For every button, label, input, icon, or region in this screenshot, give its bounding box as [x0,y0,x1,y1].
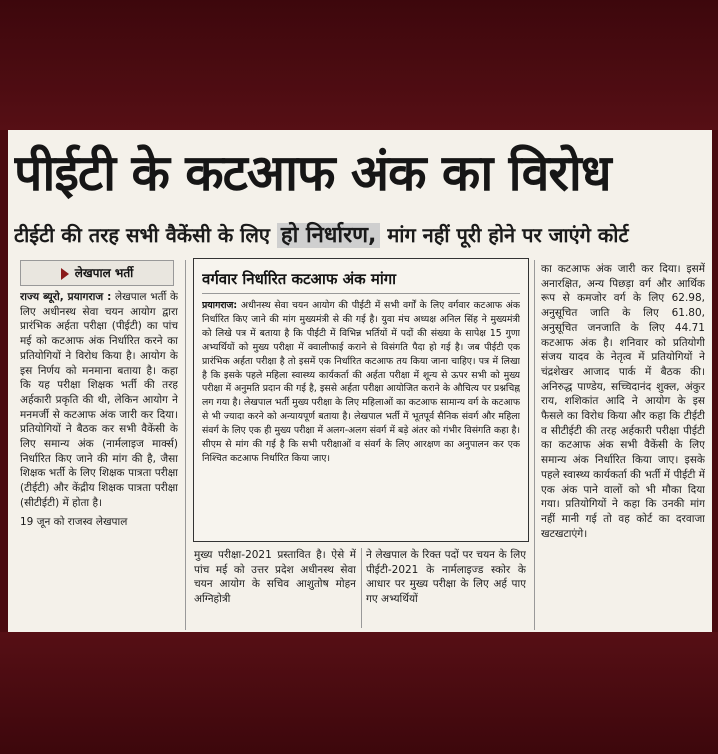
subheadline-text-1: टीईटी की तरह सभी वैकेंसी के लिए [14,223,277,247]
newspaper-clipping [8,130,712,632]
subheadline [14,218,706,252]
box-title: वर्गवार निर्धारित कटआफ अंक मांगा [202,265,520,294]
sidebar-box [193,258,529,542]
left-column-tail: 19 जून को राजस्व लेखपाल [20,515,128,528]
middle-column-right: ने लेखपाल के रिक्त पदों पर चयन के लिए पीईटी-2021 के नार्मलाइज्ड स्कोर के आधार पर मुख्य परीक्षा के लिए अर्ह पाए गए अभ्यर्थियों [366,549,526,606]
background-top-border [0,0,718,130]
box-body [202,299,520,535]
headline: पीईटी के कटआफ अंक का विरोध [14,144,611,202]
section-tag-label: लेखपाल भर्ती [74,266,134,280]
column-divider-2 [361,548,362,628]
middle-column-left: मुख्य परीक्षा-2021 प्रस्तावित है। ऐसे में पांच मई को उत्तर प्रदेश अधीनस्थ सेवा चयन आयोग के सचिव आशुतोष मोहन अग्निहोत्री [194,549,356,606]
right-column: का कटआफ अंक जारी कर दिया। इसमें अनारक्षित, अन्य पिछड़ा वर्ग और आर्थिक रूप से कमजोर वर्ग के लिए 62.98, अनुसूचित जाति के लिए 61.80, अनुसूचित जनजाति के लिए 44.71 कटआफ अंक है। शनिवार को प्रतियोगी संजय यादव के नेतृत्व में प्रतियोगियों ने चंद्रशेखर आजाद पार्क में बैठक की। अनिरुद्ध पाण्डेय, सच्चिदानंद शुक्ल, अंकुर राय, शशिकांत आदि ने आयोग के इस फैसले का विरोध किया और कहा कि टीईटी व सीटीईटी की तरह अर्हकारी परीक्षा पीईटी का कटआफ अंक सभी वैकेंसी के लिए समान्य अंक निर्धारित किया जाए। इसके पहले स्वास्थ्य कार्यकर्ता की भर्ती में पीईटी में एक अंक पाने वालों को भी मौका दिया गया। प्रतियोगियों ने कहा कि उनकी मांग नहीं मानी गई तो वह कोर्ट का दरवाजा खटखटाएंगे। [541,263,705,540]
column-divider-1 [185,260,186,630]
box-text: अधीनस्थ सेवा चयन आयोग की पीईटी में सभी वर्गों के लिए वर्गवार कटआफ अंक निर्धारित किए जाने की मांग मुख्यमंत्री से की गई है। युवा मंच अध्यक्ष अनिल सिंह ने मुख्यमंत्री को लिखे पत्र में बताया है कि पीईटी में विभिन्न भर्तियों में पदों की संख्या के सापेक्ष 15 गुणा अभ्यर्थियों को मुख्य परीक्षा में क्वालीफाई कराने से विसंगति पैदा हो गई है। जब पीईटी एक प्रारंभिक अर्हता परीक्षा है तो इसमें एक निर्धारित कटआफ तय किया जाना चाहिए। पत्र में लिखा है कि इसके पहले महिला स्वास्थ्य कार्यकर्ता की अर्हता परीक्षा में शून्य से ऊपर सभी को मुख्य परीक्षा में अनुमति प्रदान की गई है, इससे अर्हता परीक्षा आयोजित कराने के औचित्य पर प्रश्नचिह्न लग गया है। लेखपाल भर्ती मुख्य परीक्षा के लिए महिलाओं का कटआफ सामान्य वर्ग के कटआफ से भी ज्यादा करने को अन्यायपूर्ण बताया है। लेखपाल भर्ती में भूतपूर्व सैनिक संवर्ग और महिला संवर्ग के लिए एक ही मुख्य परीक्षा में अलग-अलग संवर्ग में बड़े अंतर को गंभीर विसंगति कहा है। सीएम से मांग की गई है कि सभी परीक्षाओं व संवर्ग के लिए आरक्षण का अनुपालन कर एक निश्चित कटआफ निर्धारित किया जाए। [202,300,520,464]
section-tag [20,260,174,286]
box-dateline: प्रयागराज: [202,300,238,311]
left-column [20,290,178,626]
background-bottom-border [0,632,718,754]
left-column-text: लेखपाल भर्ती के लिए अधीनस्थ सेवा चयन आयोग द्वारा प्रारंभिक अर्हता परीक्षा (पीईटी) का पांच मई को कटआफ अंक निर्धारित करने का प्रतियोगियों ने विरोध किया है। आयोग के इस निर्णय को मनमाना बताया है। कहा कि यह परीक्षा शिक्षक भर्ती की तरह अर्हकारी प्रकृति की थी, लेकिन आयोग ने मनमर्जी से कटआफ अंक जारी कर दिया। प्रतियोगियों ने बैठक कर सभी वैकेंसी के लिए समान्य अंक (नार्मलाइज मार्क्स) निर्धारित किए जाने की मांग की है, जैसा शिक्षक भर्ती के लिए शिक्षक पात्रता परीक्षा (टीईटी) और केंद्रीय शिक्षक पात्रता परीक्षा (सीटीईटी) में होता है। [20,291,178,509]
subheadline-text-2: मांग नहीं पूरी होने पर जाएंगे कोर्ट [380,223,629,247]
column-divider-3 [534,260,535,630]
subheadline-highlight: हो निर्धारण, [277,223,380,248]
left-column-dateline: राज्य ब्यूरो, प्रयागराज : [20,291,112,303]
